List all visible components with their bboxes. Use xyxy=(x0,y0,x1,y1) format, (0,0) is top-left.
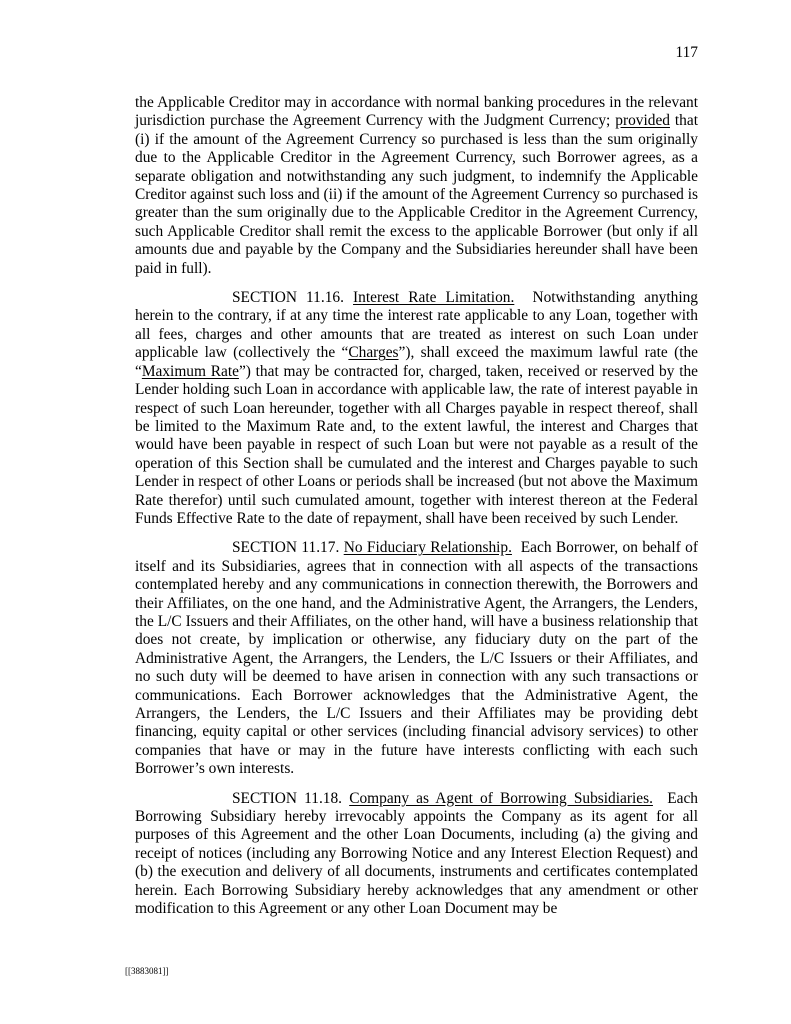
underlined-term: No Fiduciary Relationship. xyxy=(343,539,512,557)
document-id-footer-tag: [[3883081]] xyxy=(125,966,169,976)
text-run: Each Borrowing Subsidiary hereby irrevocably appoints the Company as its agent for all purposes of this Agreement and the other Loan Documents, including (a) the giving and receipt of notices (including any Borrowing Notice and any Interest Election Request) and (b) the execution and delivery of all documents, instruments and certificates contemplated herein. Each Borrowing Subsidiary hereby acknowledges that any amendment or other modification to this Agreement or any other Loan Document may be xyxy=(135,789,698,918)
paragraph-judgment-currency-continuation xyxy=(135,94,698,278)
page-body-text xyxy=(135,94,698,929)
underlined-term: Charges xyxy=(348,344,399,362)
text-run: the Applicable Creditor may in accordance with normal banking procedures in the relevant jurisdiction purchase the Agreement Currency with the Judgment Currency; xyxy=(135,94,698,130)
underlined-term: Interest Rate Limitation. xyxy=(353,289,515,307)
text-run: Each Borrower, on behalf of itself and its Subsidiaries, agrees that in connection with all aspects of the transactions contemplated hereby and any communications in connection therewith, the Borrowers and their Affiliates, on the one hand, and the Administrative Agent, the Arrangers, the Lenders, the L/C Issuers and their Affiliates, on the other hand, will have a business relationship that does not create, by implication or otherwise, any fiduciary duty on the part of the Administrative Agent, the Arrangers, the Lenders, the L/C Issuers or their Affiliates, and no such duty will be deemed to have arisen in connection with any such transactions or communications. Each Borrower acknowledges that the Administrative Agent, the Arrangers, the Lenders, the L/C Issuers and their Affiliates may be providing debt financing, equity capital or other services (including financial advisory services) to other companies that have or may in the future have interests conflicting with each such Borrower’s own interests. xyxy=(135,539,698,778)
text-run: that (i) if the amount of the Agreement Currency so purchased is less than the sum originally due to the Applicable Creditor in the Agreement Currency, such Borrower agrees, as a separate obligation and notwithstanding any such judgment, to indemnify the Applicable Creditor against such loss and (ii) if the amount of the Agreement Currency so purchased is greater than the sum originally due to the Applicable Creditor in the Agreement Currency, such Applicable Creditor shall remit the excess to the applicable Borrower (but only if all amounts due and payable by the Company and the Subsidiaries hereunder shall have been paid in full). xyxy=(135,112,698,277)
text-run: SECTION 11.18. xyxy=(232,789,350,807)
text-run: Notwithstanding anything herein to the contrary, if at any time the interest rate applicable to any Loan, together with all fees, charges and other amounts that are treated as interest on such Loan under applicable law (collectively the “ xyxy=(135,289,698,362)
underlined-term: Maximum Rate xyxy=(141,362,239,380)
text-run: ”), shall exceed the maximum lawful rate (the “ xyxy=(135,344,699,380)
text-run: SECTION 11.16. xyxy=(232,289,354,307)
text-run: SECTION 11.17. xyxy=(232,539,344,557)
underlined-term: provided xyxy=(615,112,670,130)
paragraph-section-11-17-no-fiduciary-relationship xyxy=(135,539,698,778)
underlined-term: Company as Agent of Borrowing Subsidiaries. xyxy=(349,789,653,807)
paragraph-section-11-18-company-as-agent xyxy=(135,790,698,919)
page-number: 117 xyxy=(675,44,698,61)
paragraph-section-11-16-interest-rate-limitation xyxy=(135,289,698,528)
text-run: ”) that may be contracted for, charged, taken, received or reserved by the Lender holding such Loan in accordance with applicable law, the rate of interest payable in respect of such Loan hereunder, together with all Charges payable in respect thereof, shall be limited to the Maximum Rate and, to the extent lawful, the interest and Charges that would have been payable in respect of such Loan but were not payable as a result of the operation of this Section shall be cumulated and the interest and Charges payable to such Lender in respect of other Loans or periods shall be increased (but not above the Maximum Rate therefor) until such cumulated amount, together with interest thereon at the Federal Funds Effective Rate to the date of repayment, shall have been received by such Lender. xyxy=(135,362,698,527)
